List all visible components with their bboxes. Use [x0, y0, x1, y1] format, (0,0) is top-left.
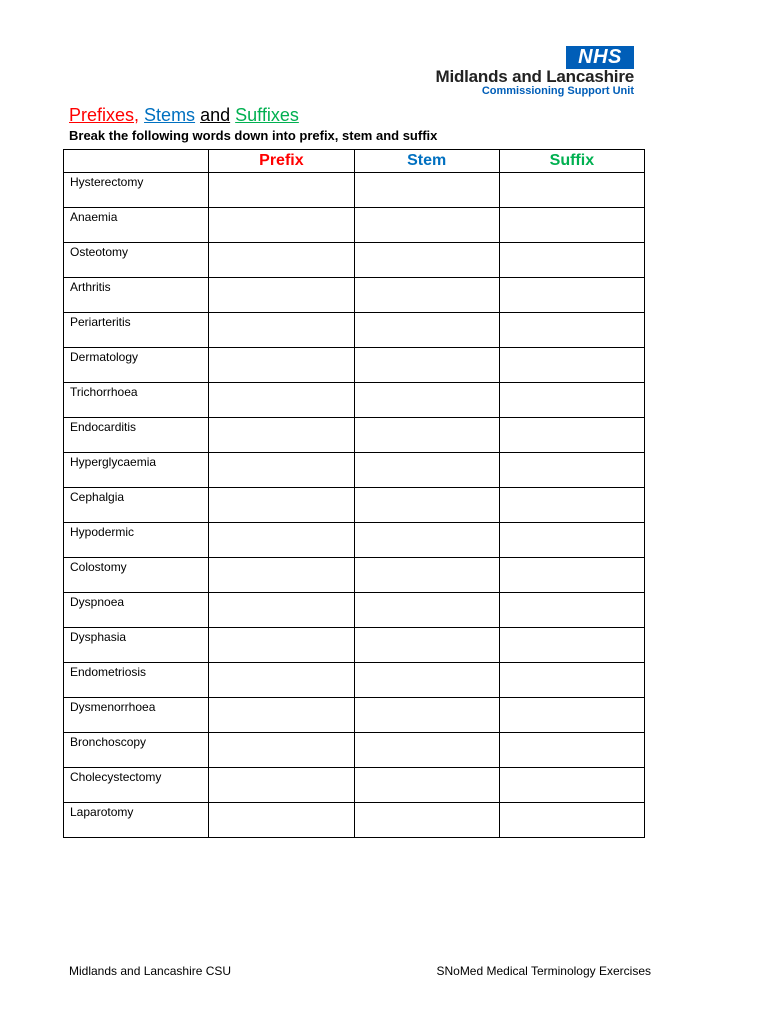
suffix-answer-cell[interactable]: [499, 803, 644, 838]
word-cell: Endometriosis: [64, 663, 209, 698]
suffix-answer-cell[interactable]: [499, 733, 644, 768]
prefix-answer-cell[interactable]: [209, 523, 354, 558]
prefix-answer-cell[interactable]: [209, 243, 354, 278]
stem-answer-cell[interactable]: [354, 558, 499, 593]
table-row: [64, 348, 645, 383]
table-row: [64, 453, 645, 488]
prefix-answer-cell[interactable]: [209, 558, 354, 593]
word-cell: Dermatology: [64, 348, 209, 383]
suffix-answer-cell[interactable]: [499, 558, 644, 593]
stem-answer-cell[interactable]: [354, 278, 499, 313]
footer-right: SNoMed Medical Terminology Exercises: [436, 964, 651, 978]
header-stem: Stem: [354, 150, 499, 173]
word-cell: Cephalgia: [64, 488, 209, 523]
logo-org-unit: Commissioning Support Unit: [481, 85, 634, 97]
word-cell: Hysterectomy: [64, 173, 209, 208]
nhs-logo: [413, 46, 638, 98]
word-cell: Colostomy: [64, 558, 209, 593]
suffix-answer-cell[interactable]: [499, 243, 644, 278]
suffix-answer-cell[interactable]: [499, 768, 644, 803]
prefix-answer-cell[interactable]: [209, 768, 354, 803]
word-cell: Cholecystectomy: [64, 768, 209, 803]
prefix-answer-cell[interactable]: [209, 383, 354, 418]
word-cell: Osteotomy: [64, 243, 209, 278]
title-prefixes: Prefixes,: [69, 105, 140, 125]
suffix-answer-cell[interactable]: [499, 208, 644, 243]
page-title: [69, 105, 299, 126]
stem-answer-cell[interactable]: [354, 698, 499, 733]
table-row: [64, 173, 645, 208]
header-suffix: Suffix: [499, 150, 644, 173]
prefix-answer-cell[interactable]: [209, 593, 354, 628]
stem-answer-cell[interactable]: [354, 768, 499, 803]
suffix-answer-cell[interactable]: [499, 173, 644, 208]
stem-answer-cell[interactable]: [354, 803, 499, 838]
suffix-answer-cell[interactable]: [499, 313, 644, 348]
stem-answer-cell[interactable]: [354, 453, 499, 488]
table-row: [64, 628, 645, 663]
suffix-answer-cell[interactable]: [499, 418, 644, 453]
word-cell: Dysphasia: [64, 628, 209, 663]
table-row: [64, 698, 645, 733]
stem-answer-cell[interactable]: [354, 628, 499, 663]
stem-answer-cell[interactable]: [354, 418, 499, 453]
suffix-answer-cell[interactable]: [499, 523, 644, 558]
table-row: [64, 593, 645, 628]
table-row: [64, 243, 645, 278]
stem-answer-cell[interactable]: [354, 208, 499, 243]
word-cell: Endocarditis: [64, 418, 209, 453]
suffix-answer-cell[interactable]: [499, 488, 644, 523]
stem-answer-cell[interactable]: [354, 663, 499, 698]
prefix-answer-cell[interactable]: [209, 628, 354, 663]
prefix-answer-cell[interactable]: [209, 698, 354, 733]
word-cell: Anaemia: [64, 208, 209, 243]
prefix-answer-cell[interactable]: [209, 663, 354, 698]
stem-answer-cell[interactable]: [354, 593, 499, 628]
suffix-answer-cell[interactable]: [499, 278, 644, 313]
stem-answer-cell[interactable]: [354, 173, 499, 208]
word-cell: Hyperglycaemia: [64, 453, 209, 488]
prefix-answer-cell[interactable]: [209, 418, 354, 453]
suffix-answer-cell[interactable]: [499, 453, 644, 488]
word-cell: Dyspnoea: [64, 593, 209, 628]
table-row: [64, 733, 645, 768]
suffix-answer-cell[interactable]: [499, 593, 644, 628]
word-cell: Bronchoscopy: [64, 733, 209, 768]
suffix-answer-cell[interactable]: [499, 348, 644, 383]
stem-answer-cell[interactable]: [354, 348, 499, 383]
nhs-badge: NHS: [566, 46, 634, 69]
prefix-answer-cell[interactable]: [209, 803, 354, 838]
suffix-answer-cell[interactable]: [499, 383, 644, 418]
word-cell: Arthritis: [64, 278, 209, 313]
title-stems: Stems: [144, 105, 196, 125]
instructions: Break the following words down into prefix, stem and suffix: [69, 128, 438, 143]
word-cell: Hypodermic: [64, 523, 209, 558]
footer-left: Midlands and Lancashire CSU: [69, 964, 232, 978]
table-row: [64, 208, 645, 243]
table-row: [64, 278, 645, 313]
suffix-answer-cell[interactable]: [499, 698, 644, 733]
stem-answer-cell[interactable]: [354, 313, 499, 348]
stem-answer-cell[interactable]: [354, 523, 499, 558]
table-header-row: [64, 150, 645, 173]
table-row: [64, 663, 645, 698]
suffix-answer-cell[interactable]: [499, 663, 644, 698]
worksheet-table: [63, 149, 645, 838]
table-row: [64, 523, 645, 558]
prefix-answer-cell[interactable]: [209, 348, 354, 383]
stem-answer-cell[interactable]: [354, 488, 499, 523]
table-row: [64, 768, 645, 803]
stem-answer-cell[interactable]: [354, 243, 499, 278]
table-row: [64, 558, 645, 593]
prefix-answer-cell[interactable]: [209, 488, 354, 523]
header-prefix: Prefix: [209, 150, 354, 173]
word-cell: Laparotomy: [64, 803, 209, 838]
title-suffixes: Suffixes: [235, 105, 299, 125]
table-row: [64, 488, 645, 523]
prefix-answer-cell[interactable]: [209, 453, 354, 488]
header-word: [64, 150, 209, 173]
prefix-answer-cell[interactable]: [209, 313, 354, 348]
table-body: [64, 173, 645, 838]
table-row: [64, 418, 645, 453]
word-cell: Periarteritis: [64, 313, 209, 348]
stem-answer-cell[interactable]: [354, 733, 499, 768]
logo-org-name: Midlands and Lancashire: [435, 67, 634, 86]
prefix-answer-cell[interactable]: [209, 208, 354, 243]
table-row: [64, 313, 645, 348]
table-row: [64, 803, 645, 838]
prefix-answer-cell[interactable]: [209, 733, 354, 768]
suffix-answer-cell[interactable]: [499, 628, 644, 663]
prefix-answer-cell[interactable]: [209, 278, 354, 313]
word-cell: Dysmenorrhoea: [64, 698, 209, 733]
title-and: and: [200, 105, 231, 125]
word-cell: Trichorrhoea: [64, 383, 209, 418]
stem-answer-cell[interactable]: [354, 383, 499, 418]
prefix-answer-cell[interactable]: [209, 173, 354, 208]
table-row: [64, 383, 645, 418]
